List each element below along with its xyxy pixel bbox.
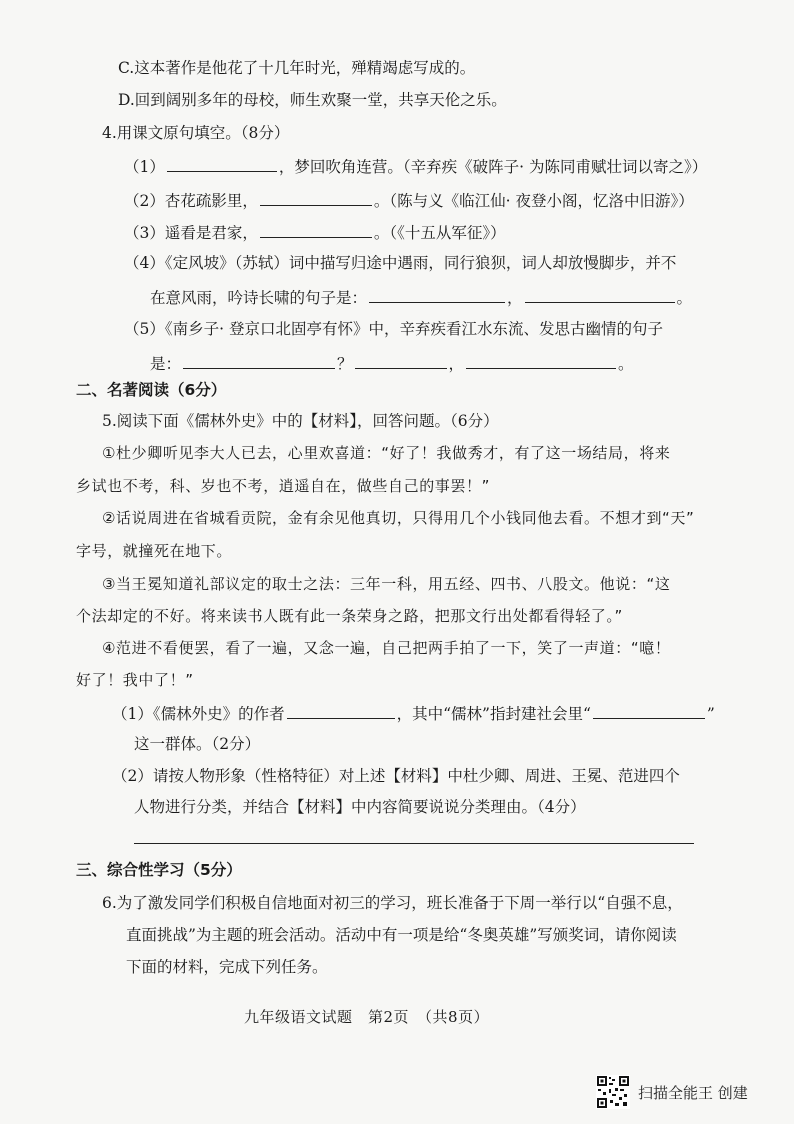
material-1-line-1: ①杜少卿听见李大人已去，心里欢喜道：“好了！我做秀才，有了这一场结局，将来	[102, 444, 671, 462]
question-5-1-line-2: 这一群体。（2分）	[134, 735, 261, 753]
question-6-line-3: 下面的材料，完成下列任务。	[126, 958, 328, 976]
material-1-line-2: 乡试也不考，科、岁也不考，逍遥自在，做些自己的事罢！”	[76, 477, 490, 495]
question-4-2	[124, 189, 694, 211]
question-4-4-line-2	[150, 286, 692, 308]
material-2-line-1: ②话说周进在省城看贡院，金有余见他真切，只得用几个小钱同他去看。不想才到“天”	[102, 509, 695, 527]
item-text: 在意风雨，吟诗长啸的句子是：	[150, 289, 368, 307]
item-text: （3）遥看是君家，	[124, 224, 258, 242]
item-number: （1）	[124, 158, 165, 176]
scanner-watermark	[596, 1075, 748, 1109]
material-4-line-1: ④范进不看便罢，看了一遍，又念一遍，自己把两手拍了一下，笑了一声道：“噫！	[102, 639, 671, 657]
fill-blank[interactable]	[183, 352, 335, 369]
option-d: D.回到阔别多年的母校，师生欢聚一堂，共享天伦之乐。	[118, 91, 507, 109]
question-5-2-line-1: （2）请按人物形象（性格特征）对上述【材料】中杜少卿、周进、王冕、范进四个	[112, 767, 680, 785]
question-4-1	[124, 155, 707, 177]
end-mark: 。	[676, 289, 693, 307]
answer-line[interactable]	[134, 842, 694, 844]
scanner-label: 扫描全能王 创建	[638, 1083, 748, 1102]
question-mark: ？	[337, 355, 353, 373]
qr-code-icon	[596, 1075, 630, 1109]
material-3-line-2: 个法却定的不好。将来读书人既有此一条荣身之路，把那文行出处都看得轻了。”	[76, 607, 623, 625]
question-6-line-2: 直面挑战”为主题的班会活动。活动中有一项是给“冬奥英雄”写颁奖词，请你阅读	[126, 926, 677, 944]
option-c: C.这本著作是他花了十几年时光，殚精竭虑写成的。	[118, 59, 476, 77]
item-text: （1）《儒林外史》的作者	[112, 705, 285, 723]
fill-blank[interactable]	[369, 286, 505, 303]
end-quote: ”	[706, 705, 715, 723]
item-text: ，其中“儒林”指封建社会里“	[396, 705, 591, 723]
item-source: 。（陈与义《临江仙· 夜登小阁，忆洛中旧游》）	[373, 192, 694, 210]
fill-blank[interactable]	[593, 702, 705, 719]
end-mark: 。	[618, 355, 634, 373]
material-4-line-2: 好了！我中了！”	[76, 671, 194, 689]
material-3-line-1: ③当王冕知道礼部议定的取士之法：三年一科，用五经、四书、八股文。他说：“这	[102, 575, 671, 593]
fill-blank[interactable]	[260, 189, 372, 206]
question-4-5-line-2	[150, 352, 634, 374]
fill-blank[interactable]	[466, 352, 616, 369]
question-6-line-1: 6.为了激发同学们积极自信地面对初三的学习，班长准备于下周一举行以“自强不息，	[102, 894, 683, 912]
separator: ，	[507, 289, 523, 307]
item-source: 。（《十五从军征》）	[373, 224, 506, 242]
question-5-2-line-2: 人物进行分类，并结合【材料】中内容简要说说分类理由。（4分）	[134, 798, 586, 816]
item-text: 是：	[150, 355, 182, 373]
section-3-title: 三、综合性学习（5分）	[76, 861, 242, 879]
question-4-3	[124, 221, 506, 243]
fill-blank[interactable]	[167, 155, 277, 172]
item-text: （2）杏花疏影里，	[124, 192, 258, 210]
fill-blank[interactable]	[260, 221, 372, 238]
fill-blank[interactable]	[355, 352, 447, 369]
question-4-4-line-1: （4）《定风坡》（苏轼）词中描写归途中遇雨，同行狼狈，词人却放慢脚步，并不	[124, 254, 677, 272]
question-4-title: 4.用课文原句填空。（8分）	[102, 124, 290, 142]
fill-blank[interactable]	[525, 286, 675, 303]
item-text: ，梦回吹角连营。（辛弃疾《破阵子· 为陈同甫赋壮词以寄之》）	[278, 158, 708, 176]
section-2-title: 二、名著阅读（6分）	[76, 381, 227, 399]
question-5-title: 5.阅读下面《儒林外史》中的【材料】，回答问题。（6分）	[102, 412, 499, 430]
fill-blank[interactable]	[287, 702, 395, 719]
separator: ，	[448, 355, 465, 373]
question-4-5-line-1: （5）《南乡子· 登京口北固亭有怀》中，辛弃疾看江水东流、发思古幽情的句子	[124, 320, 663, 338]
page-footer: 九年级语文试题 第2页 （共8页）	[244, 1008, 490, 1026]
question-5-1	[112, 702, 715, 724]
material-2-line-2: 字号，就撞死在地下。	[76, 542, 233, 560]
